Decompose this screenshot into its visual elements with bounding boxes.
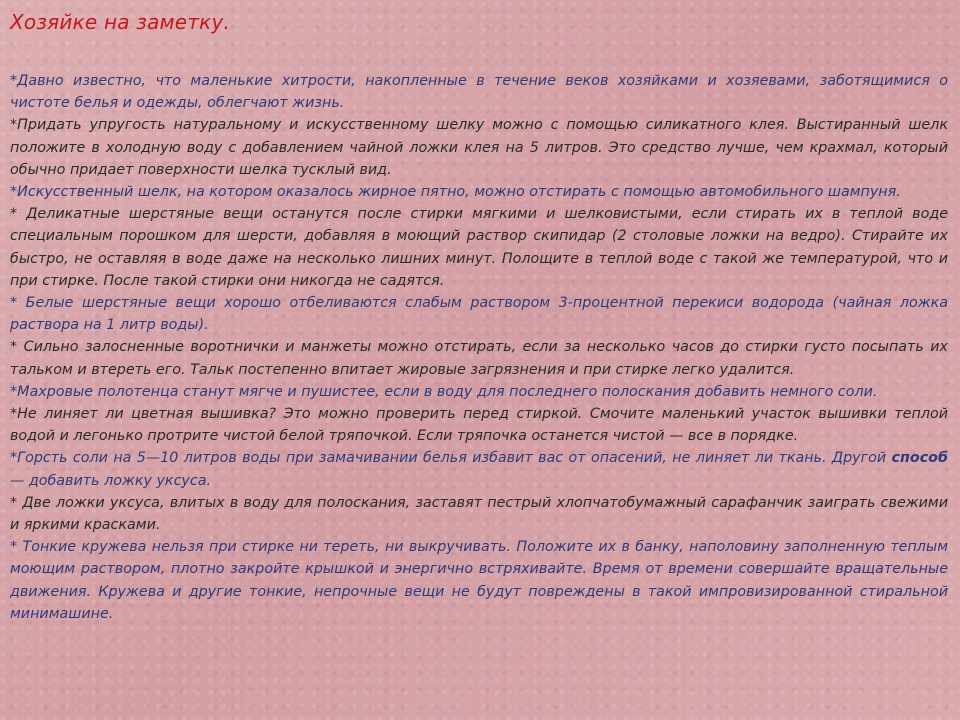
- tip-paragraph-6: * Сильно залосненные воротнички и манжеты можно отстирать, если за несколько часов до стирки густо посыпать их тальком и втереть его. Тальк постепенно впитает жировые загрязнения и при стирке легко удалится.: [10, 339, 948, 378]
- tip-paragraph-9-text-start: *Горсть соли на 5—10 литров воды при замачивании белья избавит вас от опасений, не линяет ли ткань. Другой: [10, 450, 892, 467]
- tip-paragraph-4: * Деликатные шерстяные вещи останутся после стирки мягкими и шелковистыми, если стирать их в теплой воде специальным порошком для шерсти, добавляя в моющий раствор скипидар (2 столовые ложки на ведро). Стирайте их быстро, не оставляя в воде даже на несколько лишних минут. Полощите в теплой воде с такой же температурой, что и при стирке. После такой стирки они никогда не садятся.: [10, 206, 948, 289]
- tip-paragraph-9: [10, 447, 948, 491]
- tip-paragraph-7: *Махровые полотенца станут мягче и пушистее, если в воду для последнего полоскания добавить немного соли.: [10, 383, 878, 400]
- tip-paragraph-5: * Белые шерстяные вещи хорошо отбеливаются слабым раствором 3-процентной перекиси водорода (чайная ложка раствора на 1 литр воды).: [10, 295, 948, 334]
- tip-paragraph-11: * Тонкие кружева нельзя при стирке ни тереть, ни выкручивать. Положите их в банку, наполовину заполненную теплым моющим раствором, плотно закройте крышкой и энергично встряхивайте. Время от времени совершайте вращательные движения. Кружева и другие тонкие, непрочные вещи не будут повреждены в такой импровизированной стиральной минимашине.: [10, 539, 948, 622]
- tip-paragraph-1: *Давно известно, что маленькие хитрости, накопленные в течение веков хозяйками и хозяевами, заботящимися о чистоте белья и одежды, облегчают жизнь.: [10, 73, 948, 112]
- slide-title: Хозяйке на заметку.: [10, 10, 231, 34]
- slide-content: [10, 70, 948, 625]
- tip-paragraph-3: *Искусственный шелк, на котором оказалось жирное пятно, можно отстирать с помощью автомобильного шампуня.: [10, 184, 901, 201]
- tip-paragraph-9-bold-word: способ: [891, 450, 948, 467]
- tip-paragraph-10: * Две ложки уксуса, влитых в воду для полоскания, заставят пестрый хлопчатобумажный сарафанчик заиграть свежими и яркими красками.: [10, 494, 948, 534]
- tip-paragraph-9-text-end: — добавить ложку уксуса.: [10, 472, 212, 489]
- tip-paragraph-2: *Придать упругость натуральному и искусственному шелку можно с помощью силикатного клея. Выстиранный шелк положите в холодную воду с добавлением чайной ложки клея на 5 литров. Это средство лучше, чем крахмал, который обычно придает поверхности шелка тусклый вид.: [10, 117, 948, 178]
- tip-paragraph-8: *Не линяет ли цветная вышивка? Это можно проверить перед стиркой. Смочите маленький участок вышивки теплой водой и легонько протрите чистой белой тряпочкой. Если тряпочка останется чистой — все в порядке.: [10, 406, 948, 445]
